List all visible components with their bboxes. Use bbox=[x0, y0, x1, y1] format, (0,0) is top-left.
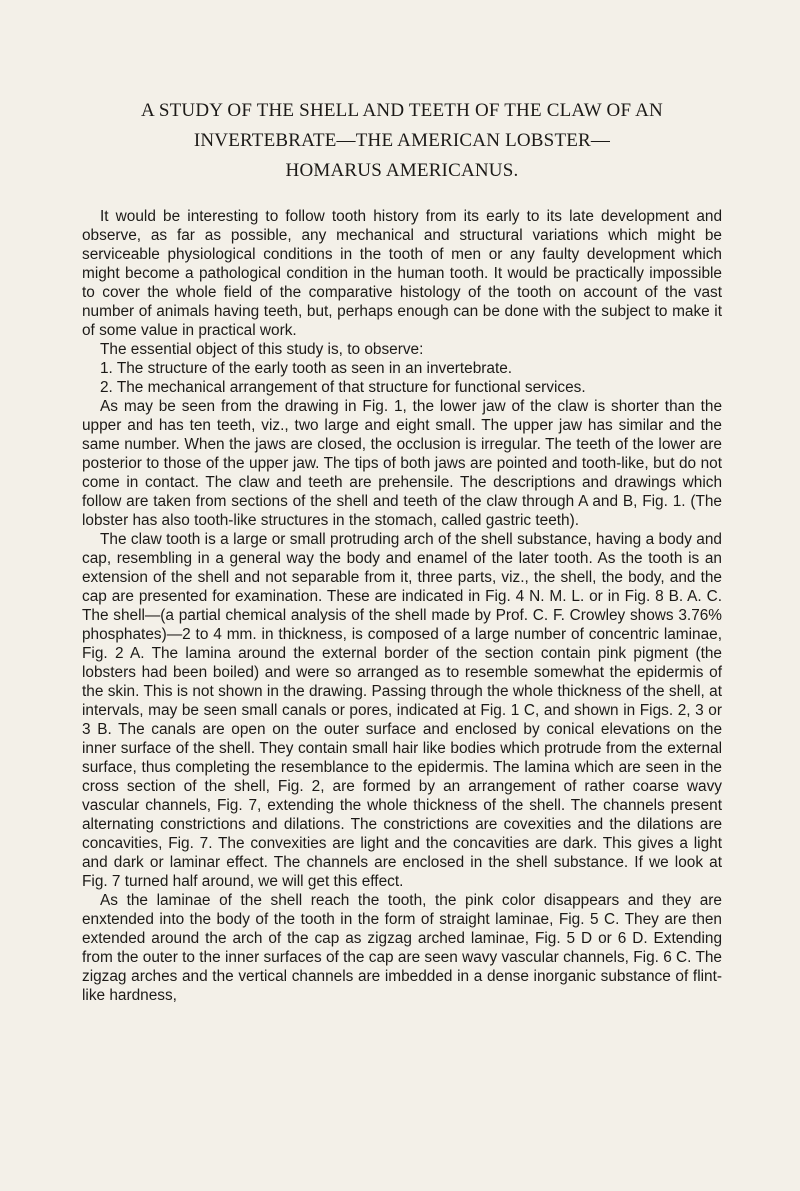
list-item-1: 1. The structure of the early tooth as seen in an invertebrate. bbox=[100, 360, 513, 377]
title-line-3: HOMARUS AMERICANUS. bbox=[285, 160, 519, 181]
paragraph-tooth: The claw tooth is a large or small protruding arch of the shell substance, having a body and cap, resembling in a general way the body and enamel of the later tooth. As the tooth is an extension of the shell and not separable from it, three parts, viz., the shell, the body, and the cap are presented for examination. These are indicated in Fig. 4 N. M. L. or in Fig. 8 B. A. C. The shell—(a partial chemical analysis of the shell made by Prof. C. F. Crowley shows 3.76% phosphates)—2 to 4 mm. in thickness, is composed of a large number of concentric laminae, Fig. 2 A. The lamina around the external border of the section contain pink pigment (the lobsters had been boiled) and were so arranged as to resemble somewhat the epidermis of the skin. This is not shown in the drawing. Passing through the whole thickness of the shell, at intervals, may be seen small canals or pores, indicated at Fig. 1 C, and shown in Figs. 2, 3 or 3 B. The canals are open on the outer surface and enclosed by conical elevations on the inner surface of the shell. They contain small hair like bodies which protrude from the external surface, thus completing the resemblance to the epidermis. The lamina which are seen in the cross section of the shell, Fig. 2, are formed by an arrangement of rather coarse wavy vascular channels, Fig. 7, extending the whole thickness of the shell. The channels present alternating constrictions and dilations. The constrictions are covexities and the dilations are concavities, Fig. 7. The convexities are light and the concavities are dark. This gives a light and dark or laminar effect. The channels are enclosed in the shell substance. If we look at Fig. 7 turned half around, we will get this effect. bbox=[82, 531, 722, 890]
title-line-1: A STUDY OF THE SHELL AND TEETH OF THE CLAW OF AN bbox=[141, 100, 663, 121]
document-page bbox=[82, 96, 722, 1005]
paragraph-laminae: As the laminae of the shell reach the tooth, the pink color disappears and they are enxtended into the body of the tooth in the form of straight laminae, Fig. 5 C. They are then extended around the arch of the cap as zigzag arched laminae, Fig. 5 D or 6 D. Extending from the outer to the inner surfaces of the cap are seen wavy vascular channels, Fig. 6 C. The zigzag arches and the vertical channels are imbedded in a dense inorganic substance of flint-like hardness, bbox=[82, 892, 722, 1004]
list-item-2: 2. The mechanical arrangement of that structure for functional services. bbox=[100, 379, 586, 396]
paragraph-claw: As may be seen from the drawing in Fig. 1, the lower jaw of the claw is shorter than the upper and has ten teeth, viz., two large and eight small. The upper jaw has similar and the same number. When the jaws are closed, the occlusion is irregular. The teeth of the lower are posterior to those of the upper jaw. The tips of both jaws are pointed and tooth-like, but do not come in contact. The claw and teeth are prehensile. The descriptions and drawings which follow are taken from sections of the shell and teeth of the claw through A and B, Fig. 1. (The lobster has also tooth-like structures in the stomach, called gastric teeth). bbox=[82, 398, 722, 529]
title-line-2: INVERTEBRATE—THE AMERICAN LOBSTER— bbox=[193, 130, 611, 151]
paragraph-intro: It would be interesting to follow tooth history from its early to its late development and observe, as far as possible, any mechanical and structural variations which might be serviceable physiological conditions in the tooth of men or any faulty development which might become a pathological condition in the human tooth. It would be practically impossible to cover the whole field of the comparative histology of the tooth on account of the vast number of animals having teeth, but, perhaps enough can be done with the subject to make it of some value in practical work. bbox=[82, 208, 722, 339]
paragraph-object: The essential object of this study is, to observe: bbox=[100, 341, 424, 358]
page-title bbox=[82, 96, 722, 186]
body-text bbox=[82, 207, 722, 1005]
